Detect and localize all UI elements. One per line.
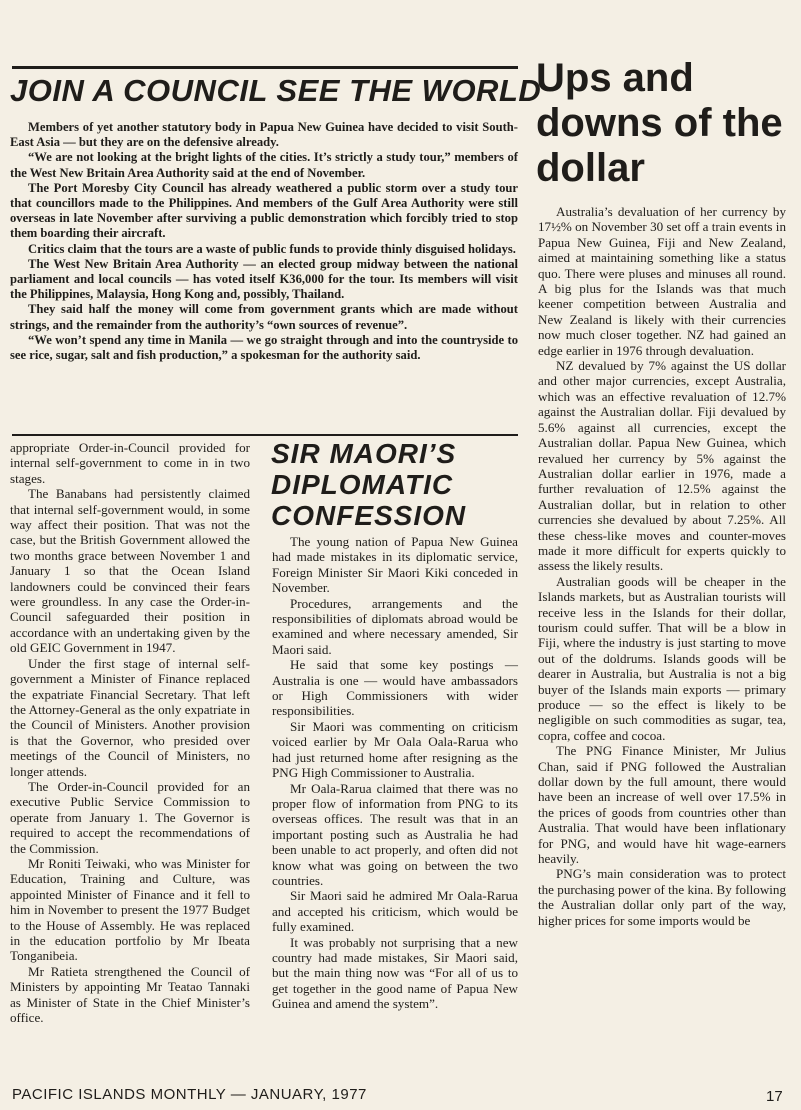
publication-footer: PACIFIC ISLANDS MONTHLY — JANUARY, 1977 bbox=[12, 1086, 367, 1103]
middle-paragraph: Sir Maori was commenting on criticism voiced earlier by Mr Oala Oala-Rarua who had just returned home after resigning as the PNG High Commissioner to Australia. bbox=[272, 718, 518, 781]
right-paragraph: Australia’s devaluation of her currency by 17½% on November 30 set off a train events in Papua New Guinea, Fiji and New Zealand, aimed at maintaining something like a status quo. There were pluses and minuses all round. A big plus for the Islands was that much keener competition between Australia and New Zealand is likely with their currencies now much closer together. NZ had gained an edge earlier in 1976 through devaluation. bbox=[538, 204, 786, 358]
right-paragraph: NZ devalued by 7% against the US dollar and other major currencies, except Australia, which was an effective revaluation of 12.7% against the Australian dollar. Fiji devalued by 5.6% against all currencies, except the Australian dollar. Papua New Guinea, which revalued her currency by 5% against the Australian dollar earlier in 1976, made a further revaluation of 12.5% against the Australian dollar, but in relation to other currencies she devalued by about 7.25%. All these chess-like moves and counter-moves made it more difficult for experts quickly to assess the likely results. bbox=[538, 358, 786, 574]
middle-paragraph: Mr Oala-Rarua claimed that there was no proper flow of information from PNG to its overseas offices. The result was that in an important posting such as Australia he had been unable to act properly, and often did not know what was going on between the two countries. bbox=[272, 780, 518, 888]
right-article-title: Ups and downs of the dollar bbox=[536, 56, 783, 190]
page-number: 17 bbox=[766, 1088, 783, 1105]
lead-article bbox=[10, 120, 518, 363]
lead-paragraph: “We are not looking at the bright lights of the cities. It’s strictly a study tour,” members of the West New Britain Area Authority said at the end of November. bbox=[10, 150, 518, 180]
middle-paragraph: It was probably not surprising that a new country had made mistakes, Sir Maori said, but the main thing now was “For all of us to get together in the good name of Papua New Guinea and amend the system”. bbox=[272, 934, 518, 1012]
middle-article bbox=[272, 534, 518, 1012]
right-paragraph: PNG’s main consideration was to protect the purchasing power of the kina. By following the Australian dollar only part of the way, higher prices for some imports would be bbox=[538, 866, 787, 928]
right-paragraph: The PNG Finance Minister, Mr Julius Chan, said if PNG followed the Australian dollar down by the full amount, there would have been an increase of well over 17.5% in the prices of goods from countries other than Australia. That would have been inflationary for PNG, and would have hit wage-earners heavily. bbox=[538, 743, 786, 867]
left-paragraph: The Order-in-Council provided for an executive Public Service Commission to operate from January 1. The Governor is required to accept the recommendations of the Commission. bbox=[10, 778, 250, 856]
lead-paragraph: They said half the money will come from government grants which are made without strings, and the remainder from the authority’s “own sources of revenue”. bbox=[10, 302, 518, 332]
lead-paragraph: Members of yet another statutory body in Papua New Guinea have decided to visit South-East Asia — but they are on the defensive already. bbox=[10, 120, 518, 150]
left-column-article bbox=[10, 440, 250, 1025]
middle-paragraph: He said that some key postings — Australia is one — would have ambassadors or High Commissioners with wider responsibilities. bbox=[272, 657, 518, 719]
right-paragraph: Australian goods will be cheaper in the Islands markets, but as Australian tourists will receive less in the Islands for their dollar, tourism could suffer. That will be a blow in Fiji, where the industry is just starting to move out of the doldrums. Islands goods will be dearer in Australia, but Australia is not a big buyer of the Islands main exports — primary produce — so the effect is likely to be negligible on such commodities as sugar, tea, copra, coffee and cocoa. bbox=[538, 573, 786, 743]
lead-headline: JOIN A COUNCIL SEE THE WORLD bbox=[10, 73, 542, 108]
right-article bbox=[538, 204, 786, 928]
middle-paragraph: The young nation of Papua New Guinea had made mistakes in its diplomatic service, Foreign Minister Sir Maori Kiki conceded in November. bbox=[272, 534, 518, 596]
lead-paragraph: Critics claim that the tours are a waste of public funds to provide thinly disguised holidays. bbox=[28, 241, 516, 256]
lead-paragraph: The West New Britain Area Authority — an elected group midway between the national parliament and local councils — has voted itself K36,000 for the tour. Its members will visit the Philippines, Malaysia, Hong Kong and, possibly, Thailand. bbox=[10, 256, 518, 302]
lead-paragraph: “We won’t spend any time in Manila — we go straight through and into the countryside to see rice, sugar, salt and fish production,” a spokesman for the authority said. bbox=[10, 332, 518, 363]
left-paragraph: Mr Ratieta strengthened the Council of Ministers by appointing Mr Teatao Tannaki as Minister of State in the Chief Minister’s office. bbox=[10, 963, 250, 1026]
middle-paragraph: Sir Maori said he admired Mr Oala-Rarua and accepted his criticism, which would be fully examined. bbox=[272, 888, 518, 935]
left-paragraph: Under the first stage of internal self-government a Minister of Finance replaced the expatriate Financial Secretary. That left the Attorney-General as the only expatriate in the Council of Ministers. Another provision is that the Governor, who presided over meetings of the Council of Ministers, no longer attends. bbox=[10, 655, 250, 779]
top-rule bbox=[12, 66, 518, 69]
left-paragraph: appropriate Order-in-Council provided for internal self-government to come in in two stages. bbox=[10, 440, 250, 486]
left-paragraph: The Banabans had persistently claimed that internal self-government would, in some way affect their position. That was not the case, but the British Government allowed the two months grace between November 1 and January 1 so that the Ocean Island landowners could be convinced their fears were groundless. In any case the Order-in-Council safeguarded their position in accordance with an undertaking given by the old GEIC Government in 1947. bbox=[10, 486, 250, 656]
middle-paragraph: Procedures, arrangements and the responsibilities of diplomats abroad would be examined and where necessary amended, Sir Maori said. bbox=[272, 595, 518, 657]
lead-paragraph: The Port Moresby City Council has already weathered a public storm over a study tour that councillors made to the Philippines. And members of the Gulf Area Authority were still overseas in late November after surviving a public demonstration which forcibly tried to stop them boarding their aircraft. bbox=[10, 180, 518, 241]
section-rule bbox=[12, 434, 518, 436]
left-paragraph: Mr Roniti Teiwaki, who was Minister for Education, Training and Culture, was appointed Minister of Finance and it fell to him in November to present the 1977 Budget to the House of Assembly. He was replaced in the education portfolio by Mr Ibeata Tonganibeia. bbox=[10, 855, 250, 964]
middle-article-title: SIR MAORI’S DIPLOMATIC CONFESSION bbox=[271, 438, 467, 531]
